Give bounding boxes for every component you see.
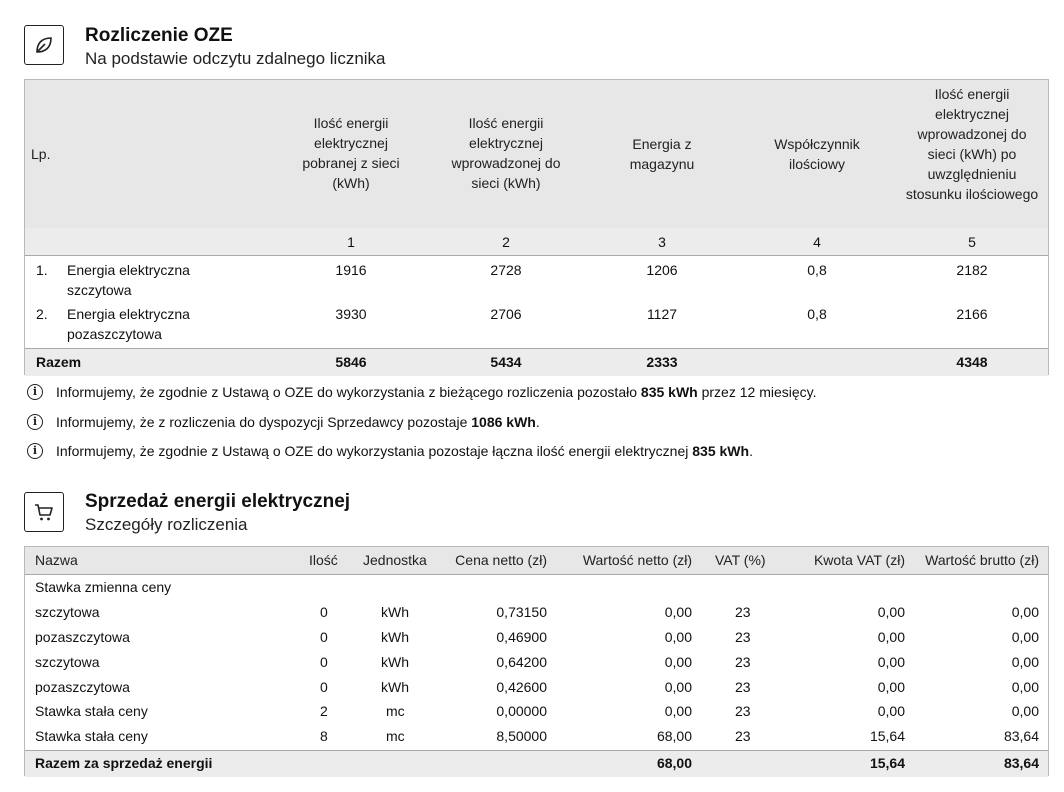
oze-total-value: 5846 [335,354,367,370]
info-icon: i [27,384,43,400]
row-ilosc: 0 [320,679,328,695]
row-kwota-vat: 0,00 [877,629,905,645]
oze-row-value: 3930 [335,306,367,322]
info-text: . [749,443,753,459]
info-text: Informujemy, że z rozliczenia do dyspozycji Sprzedawcy pozostaje [56,414,472,430]
col-number: 3 [658,234,666,250]
row-wartosc-brutto: 0,00 [1011,703,1039,719]
info-line-3 [56,443,753,459]
oze-total-value: 2333 [646,354,678,370]
col-header-2: Ilość energii elektrycznej wprowadzonej do sieci (kWh) [451,115,561,191]
row-jednostka: kWh [381,629,409,645]
oze-row-value: 1206 [646,262,678,278]
oze-subtitle: Na podstawie odczytu zdalnego licznika [85,49,386,68]
oze-title: Rozliczenie OZE [85,25,233,46]
oze-row-name: Energia elektryczna szczytowa [67,262,190,298]
row-cena-netto: 0,46900 [496,629,547,645]
sales-icon-box [24,492,64,532]
row-vat: 23 [735,604,751,620]
col-header-5: Ilość energii elektrycznej wprowadzonej do sieci (kWh) po uwzględnieniu stosunku ilościowego [905,86,1039,202]
row-wartosc-netto: 0,00 [664,703,692,719]
sales-table [24,546,1049,776]
oze-row-value: 1916 [335,262,367,278]
row-wartosc-netto: 0,00 [664,679,692,695]
oze-row-lp: 1. [36,262,48,278]
col-header-1: Ilość energii elektrycznej pobranej z sieci (kWh) [302,115,400,191]
header-jednostka: Jednostka [363,552,427,568]
row-ilosc: 0 [320,654,328,670]
header-kwota-vat: Kwota VAT (zł) [813,552,905,568]
row-ilosc: 0 [320,629,328,645]
oze-table [24,79,1049,375]
row-kwota-vat: 0,00 [877,604,905,620]
row-wartosc-brutto: 0,00 [1011,629,1039,645]
row-cena-netto: 8,50000 [496,728,547,744]
sales-subtitle: Szczegóły rozliczenia [85,515,248,534]
header-wartosc-netto: Wartość netto (zł) [582,552,692,568]
leaf-icon [33,34,55,56]
oze-row-value: 1127 [646,306,678,322]
col-number: 5 [968,234,976,250]
row-wartosc-netto: 68,00 [656,728,692,744]
row-jednostka: kWh [381,604,409,620]
oze-row-value: 2166 [956,306,988,322]
info-value: 835 kWh [640,384,698,400]
row-ilosc: 2 [320,703,328,719]
sales-total-vat: 15,64 [869,755,905,771]
info-text: przez 12 miesięcy. [697,384,817,400]
row-wartosc-brutto: 0,00 [1011,654,1039,670]
oze-row-name: Energia elektryczna pozaszczytowa [67,306,190,342]
lp-header: Lp. [31,146,51,162]
oze-row-value: 0,8 [807,262,827,278]
col-header-3: Energia z magazynu [629,136,695,172]
info-value: 835 kWh [692,443,750,459]
row-ilosc: 0 [320,604,328,620]
row-wartosc-netto: 0,00 [664,604,692,620]
row-jednostka: mc [386,703,405,719]
oze-row-value: 2706 [490,306,522,322]
info-icon: i [27,414,43,430]
row-name: pozaszczytowa [35,629,130,645]
oze-total-value: 5434 [490,354,522,370]
row-wartosc-brutto: 0,00 [1011,679,1039,695]
header-vat: VAT (%) [715,552,766,568]
row-kwota-vat: 0,00 [877,679,905,695]
row-wartosc-brutto: 83,64 [1003,728,1039,744]
header-nazwa: Nazwa [35,552,78,568]
col-header-4: Współczynnik ilościowy [774,136,860,172]
row-cena-netto: 0,73150 [496,604,547,620]
header-wartosc-brutto: Wartość brutto (zł) [925,552,1039,568]
oze-total-value: 4348 [956,354,988,370]
oze-row-value: 2728 [490,262,522,278]
row-kwota-vat: 0,00 [877,703,905,719]
row-kwota-vat: 0,00 [877,654,905,670]
col-number: 1 [347,234,355,250]
row-name: pozaszczytowa [35,679,130,695]
row-ilosc: 8 [320,728,328,744]
row-cena-netto: 0,64200 [496,654,547,670]
sales-title: Sprzedaż energii elektrycznej [85,491,351,512]
row-jednostka: kWh [381,679,409,695]
row-vat: 23 [735,728,751,744]
sales-total-brutto: 83,64 [1003,755,1039,771]
row-name: Stawka stała ceny [35,728,148,744]
group-label: Stawka zmienna ceny [35,579,172,595]
info-line-2 [56,414,540,430]
row-name: Stawka stała ceny [35,703,148,719]
oze-icon-box [24,25,64,65]
row-vat: 23 [735,654,751,670]
info-text: Informujemy, że zgodnie z Ustawą o OZE do wykorzystania pozostaje łączna ilość energii elektrycznej [56,443,693,459]
row-vat: 23 [735,629,751,645]
sales-total-label: Razem za sprzedaż energii [35,755,213,771]
sales-total-row [25,750,1048,777]
info-value: 1086 kWh [471,414,536,430]
info-text: . [535,414,540,430]
col-number: 4 [813,234,821,250]
oze-row-lp: 2. [36,306,48,322]
oze-table-header [25,80,1048,229]
row-jednostka: kWh [381,654,409,670]
sales-total-netto: 68,00 [656,755,692,771]
row-cena-netto: 0,42600 [496,679,547,695]
row-kwota-vat: 15,64 [869,728,905,744]
info-line-1 [56,384,817,400]
oze-total-row [25,348,1048,376]
row-name: szczytowa [35,654,100,670]
oze-total-label: Razem [36,354,82,370]
oze-row-value: 0,8 [807,306,827,322]
info-icon: i [27,443,43,459]
info-text: Informujemy, że zgodnie z Ustawą o OZE do wykorzystania z bieżącego rozliczenia pozostało [56,384,641,400]
row-cena-netto: 0,00000 [496,703,547,719]
header-ilosc: Ilość [309,552,338,568]
row-vat: 23 [735,703,751,719]
oze-row-value: 2182 [956,262,988,278]
row-name: szczytowa [35,604,100,620]
oze-column-numbers [25,228,1048,256]
row-wartosc-netto: 0,00 [664,629,692,645]
row-jednostka: mc [386,728,405,744]
row-vat: 23 [735,679,751,695]
header-cena-netto: Cena netto (zł) [455,552,547,568]
cart-icon [33,501,55,523]
col-number: 2 [502,234,510,250]
row-wartosc-netto: 0,00 [664,654,692,670]
row-wartosc-brutto: 0,00 [1011,604,1039,620]
sales-table-header [25,547,1048,575]
